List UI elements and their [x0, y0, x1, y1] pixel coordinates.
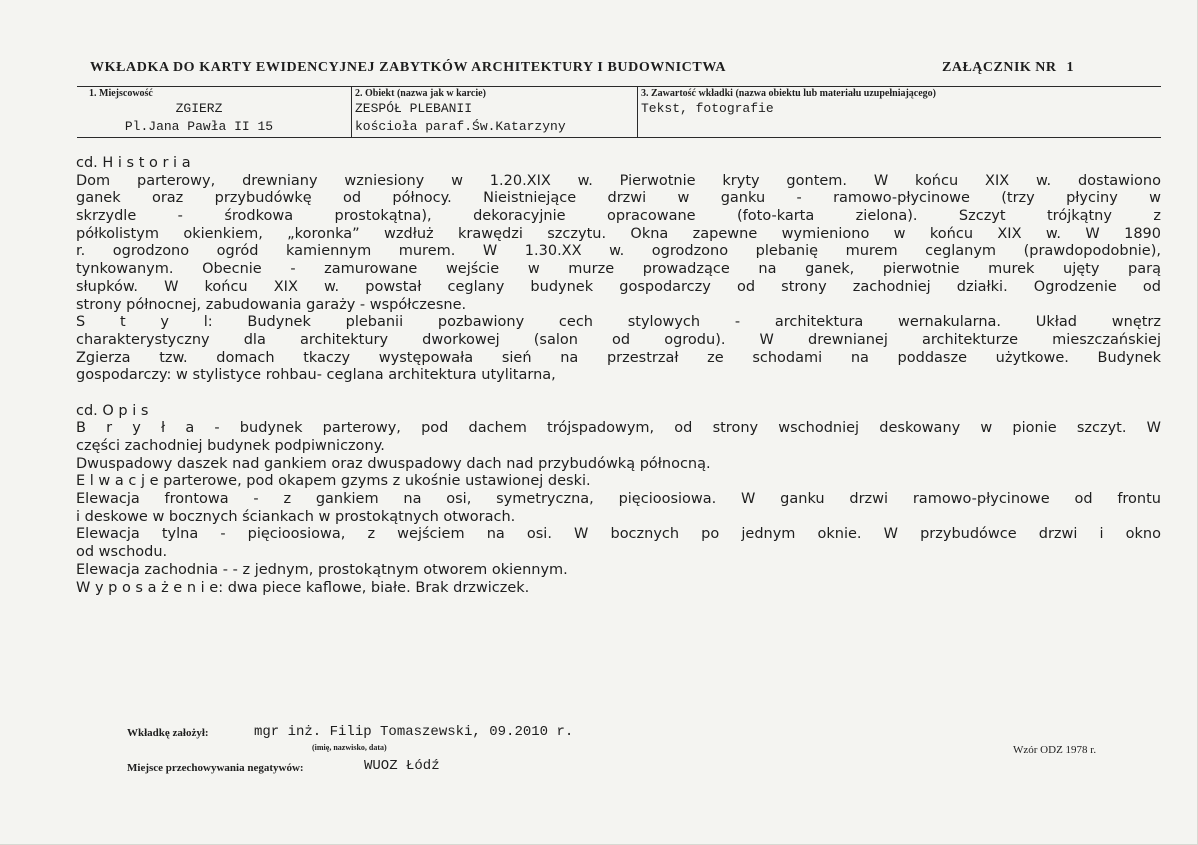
description-line: od wschodu.: [76, 544, 168, 561]
history-line: słupków. W końcu XIX w. powstał ceglany budynek gospodarczy od strony zachodniej działki. Ogrodzenie od: [76, 278, 1161, 295]
description-heading: cd. O p i s: [76, 402, 149, 419]
history-line: tynkowanym. Obecnie - zamurowane wejście w murze prowadzące na ganek, pierwotnie murek ujęty parą: [76, 261, 1161, 278]
history-line: ganek oraz przybudówkę od północy. Nieistniejące drzwi w ganku - ramowo-płycinowe (trzy płyciny w: [76, 190, 1161, 207]
contents-line-1: Tekst, fotografie: [641, 101, 774, 116]
object-label: 2. Obiekt (nazwa jak w karcie): [355, 88, 486, 99]
object-line-2: kościoła paraf.Św.Katarzyny: [355, 119, 566, 134]
style-line: gospodarczy: w stylistyce rohbau- ceglana architektura utylitarna,: [76, 367, 556, 384]
history-line: Dom parterowy, drewniany wzniesiony w 1.20.XIX w. Pierwotnie kryty gontem. W końcu XIX w. dostawiono: [76, 172, 1161, 189]
annex-label-text: ZAŁĄCZNIK NR: [942, 60, 1057, 75]
history-line: skrzydle - środkowa prostokątna), dekoracyjnie opracowane (foto-karta zielona). Szczyt trójkątny z: [76, 208, 1161, 225]
body-text: [76, 155, 1161, 597]
locality-line-1: ZGIERZ: [175, 101, 223, 116]
negatives-value: WUOZ Łódź: [364, 758, 440, 774]
header-fields-table: [77, 86, 1161, 138]
style-line: Zgierza tzw. domach tkaczy występowała sień na przestrzał ze schodami na poddasze użytkowe. Budynek: [76, 349, 1161, 366]
description-line: Dwuspadowy daszek nad gankiem oraz dwuspadowy dach nad przybudówką północną.: [76, 455, 711, 472]
paragraph-gap: [76, 385, 1161, 403]
history-line: strony północnej, zabudowania garaży - współczesne.: [76, 296, 467, 313]
negatives-label: Miejsce przechowywania negatywów:: [127, 762, 304, 774]
description-line: E l w a c j e parterowe, pod okapem gzyms z ukośnie ustawionej deski.: [76, 473, 591, 490]
form-title: WKŁADKA DO KARTY EWIDENCYJNEJ ZABYTKÓW ARCHITEKTURY I BUDOWNICTWA: [90, 60, 727, 75]
object-cell: [351, 87, 637, 137]
author-hint: (imię, nazwisko, data): [312, 743, 387, 752]
description-line: Elewacja frontowa - z gankiem na osi, symetryczna, pięcioosiowa. W ganku drzwi ramowo-płycinowe od frontu: [76, 491, 1161, 508]
history-line: r. ogrodzono ogród kamiennym murem. W 1.30.XX w. ogrodzono plebanię murem ceglanym (prawdopodobnie),: [76, 243, 1161, 260]
object-line-1: ZESPÓŁ PLEBANII: [355, 101, 473, 116]
description-line: części zachodniej budynek podpiwniczony.: [76, 438, 385, 454]
description-line: B r y ł a - budynek parterowy, pod dachem trójspadowym, od strony wschodniej deskowany w pionie szczyt. W: [76, 420, 1161, 437]
contents-cell: [637, 87, 1161, 137]
style-line: S t y l: Budynek plebanii pozbawiony cech stylowych - architektura wernakularna. Układ wnętrz: [76, 314, 1161, 331]
form-version: Wzór ODZ 1978 r.: [1013, 744, 1097, 756]
description-line: Elewacja zachodnia - - z jednym, prostokątnym otworem okiennym.: [76, 561, 568, 578]
description-line: i deskowe w bocznych ściankach w prostokątnych otworach.: [76, 508, 516, 525]
author-value: mgr inż. Filip Tomaszewski, 09.2010 r.: [254, 724, 574, 740]
description-line: Elewacja tylna - pięcioosiowa, z wejściem na osi. W bocznych po jednym oknie. W przybudówce drzwi i okno: [76, 526, 1161, 543]
history-heading: cd. H i s t o r i a: [76, 155, 191, 171]
annex-label: [942, 60, 1074, 76]
history-line: półkolistym okienkiem, „koronka” wzdłuż krawędzi szczytu. Okna zapewne wymieniono w końcu XIX w. W 1890: [76, 225, 1161, 242]
locality-label: 1. Miejscowość: [89, 88, 153, 99]
locality-cell: [77, 87, 351, 137]
author-label: Wkładkę założył:: [127, 727, 209, 739]
description-line: W y p o s a ż e n i e: dwa piece kaflowe, białe. Brak drzwiczek.: [76, 579, 530, 596]
style-line: charakterystyczny dla architektury dworkowej (salon od ogrodu). W drewnianej architekturze mieszczańskiej: [76, 331, 1161, 348]
annex-number: 1: [1066, 60, 1075, 75]
contents-label: 3. Zawartość wkładki (nazwa obiektu lub materiału uzupełniającego): [641, 88, 937, 99]
locality-line-2: Pl.Jana Pawła II 15: [124, 119, 274, 134]
